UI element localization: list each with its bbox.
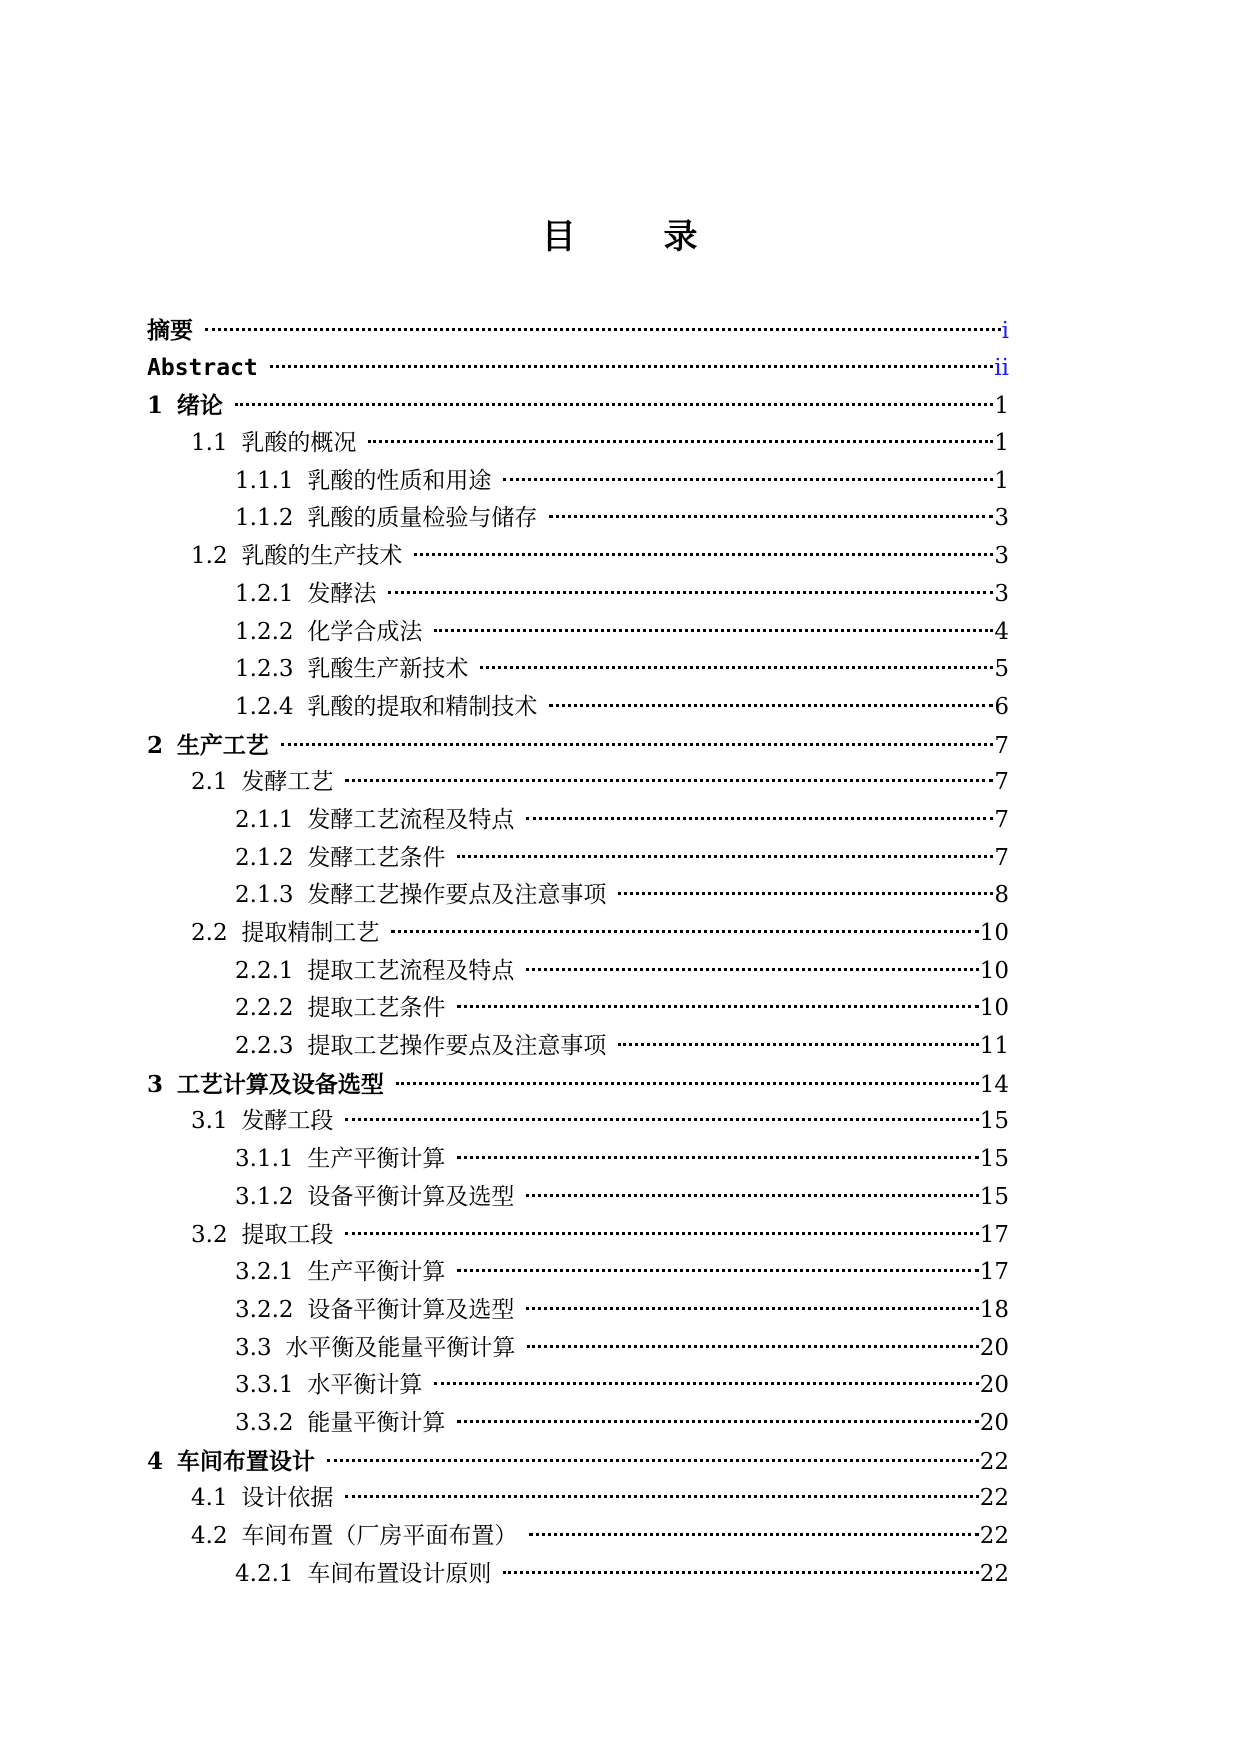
toc-dot-leader xyxy=(457,1420,978,1423)
toc-entry[interactable] xyxy=(147,350,1009,388)
toc-dot-leader xyxy=(368,440,993,443)
toc-page-number: 22 xyxy=(979,1523,1009,1549)
toc-entry[interactable] xyxy=(147,576,1009,614)
toc-entry[interactable] xyxy=(147,614,1009,652)
toc-page-number: 17 xyxy=(979,1259,1009,1286)
toc-page-number: 7 xyxy=(994,769,1009,796)
toc-entry-label: 乳酸的生产技术 xyxy=(241,543,403,570)
toc-page-number[interactable]: ii xyxy=(994,354,1009,381)
toc-entry-number: 3.1.2 xyxy=(235,1183,294,1210)
toc-entry[interactable] xyxy=(147,1066,1009,1104)
toc-dot-leader xyxy=(503,478,993,481)
toc-dot-leader xyxy=(457,855,993,858)
toc-entry-number: 3.3 xyxy=(235,1334,272,1361)
toc-entry[interactable] xyxy=(147,1179,1009,1217)
toc-entry[interactable] xyxy=(147,425,1009,463)
toc-page-number: 5 xyxy=(994,656,1009,683)
toc-entry-label: 生产平衡计算 xyxy=(307,1146,446,1173)
toc-dot-leader xyxy=(457,1269,978,1272)
toc-entry-number: 3.1 xyxy=(191,1108,228,1135)
toc-entry[interactable] xyxy=(147,538,1009,576)
toc-entry-label: 发酵工艺条件 xyxy=(307,844,446,871)
toc-page-number: 10 xyxy=(979,920,1009,946)
toc-entry-label: 车间布置设计 xyxy=(176,1447,315,1475)
toc-dot-leader xyxy=(270,365,994,368)
toc-dot-leader xyxy=(345,1118,978,1121)
toc-page-number: 1 xyxy=(994,393,1009,420)
toc-entry[interactable] xyxy=(147,1367,1009,1405)
toc-entry-label: 提取工段 xyxy=(241,1221,334,1248)
toc-entry-number: 4.1 xyxy=(191,1485,228,1512)
toc-page-number: 7 xyxy=(994,844,1009,871)
toc-page-number: 3 xyxy=(994,580,1009,607)
toc-entry-label: 生产工艺 xyxy=(176,731,269,759)
toc-entry-label: 乳酸的质量检验与储存 xyxy=(307,505,538,532)
toc-dot-leader xyxy=(396,1082,979,1085)
toc-entry-number: 4.2 xyxy=(191,1523,228,1549)
toc-entry-number: 1.2 xyxy=(191,543,228,570)
toc-entry-label: 车间布置（厂房平面布置） xyxy=(241,1523,518,1549)
table-of-contents xyxy=(147,312,1009,1593)
toc-entry-number: 1.2.4 xyxy=(235,693,294,720)
toc-page-number: 20 xyxy=(979,1409,1009,1436)
toc-entry-number: 2.2 xyxy=(191,920,228,946)
title-char-right: 录 xyxy=(663,216,700,257)
toc-entry-label: 设计依据 xyxy=(241,1485,334,1512)
toc-entry-label: 绪论 xyxy=(176,392,223,420)
toc-entry-label: 发酵工艺操作要点及注意事项 xyxy=(307,882,607,909)
toc-page-number: 10 xyxy=(979,995,1009,1022)
toc-entry-number: 2.2.3 xyxy=(235,1033,294,1060)
toc-entry[interactable] xyxy=(147,387,1009,425)
toc-dot-leader xyxy=(618,892,993,895)
toc-entry[interactable] xyxy=(147,1103,1009,1141)
toc-dot-leader xyxy=(434,629,993,632)
toc-entry-label: 乳酸生产新技术 xyxy=(307,656,469,683)
toc-page-number: 15 xyxy=(979,1183,1009,1210)
toc-page-number: 7 xyxy=(994,806,1009,833)
toc-entry[interactable] xyxy=(147,500,1009,538)
toc-page-number[interactable]: i xyxy=(1001,318,1009,344)
toc-entry[interactable] xyxy=(147,953,1009,991)
toc-entry-number: 3.1.1 xyxy=(235,1146,294,1173)
toc-entry[interactable] xyxy=(147,1217,1009,1255)
toc-entry-label: 提取精制工艺 xyxy=(241,920,380,946)
toc-page-number: 3 xyxy=(994,543,1009,570)
toc-entry-number: 2.1.3 xyxy=(235,882,294,909)
toc-page-number: 4 xyxy=(994,618,1009,645)
toc-page-number: 10 xyxy=(979,957,1009,984)
toc-entry-label: 乳酸的提取和精制技术 xyxy=(307,693,538,720)
toc-entry-number: 2.2.1 xyxy=(235,957,294,984)
toc-entry-number: 3.2 xyxy=(191,1221,228,1248)
toc-dot-leader xyxy=(529,1533,978,1536)
toc-dot-leader xyxy=(457,1156,978,1159)
toc-entry-label: 发酵法 xyxy=(307,580,377,607)
toc-entry-number: 3.2.2 xyxy=(235,1296,294,1323)
toc-page-number: 15 xyxy=(979,1108,1009,1135)
toc-entry[interactable] xyxy=(147,312,1009,350)
toc-entry[interactable] xyxy=(147,689,1009,727)
toc-entry-number: 4.2.1 xyxy=(235,1560,294,1587)
toc-dot-leader xyxy=(480,666,993,669)
toc-page-number: 22 xyxy=(979,1485,1009,1512)
toc-entry[interactable] xyxy=(147,1028,1009,1066)
toc-dot-leader xyxy=(327,1459,979,1462)
toc-entry-label: 乳酸的概况 xyxy=(241,430,357,457)
toc-entry[interactable] xyxy=(147,1141,1009,1179)
toc-entry[interactable] xyxy=(147,1292,1009,1330)
toc-entry[interactable] xyxy=(147,840,1009,878)
toc-entry[interactable] xyxy=(147,463,1009,501)
toc-entry-number: 2.1.2 xyxy=(235,844,294,871)
toc-entry-number: 2 xyxy=(147,731,164,759)
toc-page-number: 20 xyxy=(979,1334,1009,1361)
toc-dot-leader xyxy=(391,930,978,933)
toc-entry-number: 1 xyxy=(147,392,164,420)
toc-entry[interactable] xyxy=(147,1556,1009,1594)
toc-entry[interactable] xyxy=(147,727,1009,765)
toc-entry-label: 发酵工艺流程及特点 xyxy=(307,806,515,833)
toc-dot-leader xyxy=(618,1043,978,1046)
toc-page-number: 6 xyxy=(994,693,1009,720)
toc-dot-leader xyxy=(434,1382,978,1385)
toc-entry-number: 2.2.2 xyxy=(235,995,294,1022)
toc-dot-leader xyxy=(345,1232,978,1235)
page-title xyxy=(0,209,1241,258)
toc-entry-label: 工艺计算及设备选型 xyxy=(176,1070,384,1098)
toc-entry-number: 4 xyxy=(147,1447,164,1475)
toc-entry-label: 设备平衡计算及选型 xyxy=(307,1183,515,1210)
toc-entry[interactable] xyxy=(147,877,1009,915)
toc-dot-leader xyxy=(503,1571,978,1574)
toc-entry[interactable] xyxy=(147,802,1009,840)
toc-entry[interactable] xyxy=(147,915,1009,953)
toc-page-number: 22 xyxy=(979,1448,1009,1475)
toc-entry[interactable] xyxy=(147,1480,1009,1518)
toc-entry-label: 发酵工段 xyxy=(241,1108,334,1135)
toc-dot-leader xyxy=(235,403,994,406)
toc-page-number: 1 xyxy=(994,467,1009,494)
toc-entry-label: 提取工艺流程及特点 xyxy=(307,957,515,984)
toc-dot-leader xyxy=(527,1345,978,1348)
toc-entry-number: 1.2.3 xyxy=(235,656,294,683)
toc-entry-label: 提取工艺操作要点及注意事项 xyxy=(307,1033,607,1060)
toc-dot-leader xyxy=(549,704,993,707)
toc-entry-label: 车间布置设计原则 xyxy=(307,1560,492,1587)
toc-page-number: 14 xyxy=(979,1071,1009,1098)
toc-entry-number: 1.2.1 xyxy=(235,580,294,607)
toc-entry[interactable] xyxy=(147,1518,1009,1556)
toc-entry[interactable] xyxy=(147,764,1009,802)
toc-entry-label: Abstract xyxy=(147,354,258,381)
toc-dot-leader xyxy=(526,817,993,820)
toc-entry-label: 摘要 xyxy=(147,317,193,344)
toc-entry-label: 设备平衡计算及选型 xyxy=(307,1296,515,1323)
toc-dot-leader xyxy=(205,328,1001,331)
toc-entry-number: 3.2.1 xyxy=(235,1259,294,1286)
toc-entry-label: 能量平衡计算 xyxy=(307,1409,446,1436)
toc-entry-label: 乳酸的性质和用途 xyxy=(307,467,492,494)
toc-entry-number: 2.1.1 xyxy=(235,806,294,833)
toc-entry-label: 水平衡计算 xyxy=(307,1372,423,1399)
toc-page-number: 22 xyxy=(979,1560,1009,1587)
toc-entry[interactable] xyxy=(147,651,1009,689)
toc-entry-label: 化学合成法 xyxy=(307,618,423,645)
toc-entry-number: 3.3.1 xyxy=(235,1372,294,1399)
toc-entry-number: 2.1 xyxy=(191,769,228,796)
toc-dot-leader xyxy=(457,1005,978,1008)
toc-entry-label: 发酵工艺 xyxy=(241,769,334,796)
toc-page-number: 8 xyxy=(994,882,1009,909)
toc-page-number: 11 xyxy=(979,1033,1009,1060)
title-char-left: 目 xyxy=(541,216,578,257)
toc-entry-number: 1.1.2 xyxy=(235,505,294,532)
toc-dot-leader xyxy=(388,591,993,594)
toc-dot-leader xyxy=(281,743,994,746)
toc-dot-leader xyxy=(414,553,993,556)
toc-entry[interactable] xyxy=(147,1254,1009,1292)
toc-entry[interactable] xyxy=(147,1330,1009,1368)
toc-page-number: 7 xyxy=(994,732,1009,759)
toc-entry-label: 提取工艺条件 xyxy=(307,995,446,1022)
toc-dot-leader xyxy=(345,1495,978,1498)
toc-entry-number: 1.1 xyxy=(191,430,228,457)
toc-dot-leader xyxy=(526,968,978,971)
toc-entry[interactable] xyxy=(147,1405,1009,1443)
toc-entry-number: 3 xyxy=(147,1070,164,1098)
toc-page-number: 20 xyxy=(979,1372,1009,1399)
toc-dot-leader xyxy=(526,1307,978,1310)
toc-entry-number: 3.3.2 xyxy=(235,1409,294,1436)
toc-page-number: 3 xyxy=(994,505,1009,532)
toc-page-number: 17 xyxy=(979,1221,1009,1248)
toc-entry-number: 1.1.1 xyxy=(235,467,294,494)
toc-page-number: 1 xyxy=(994,430,1009,457)
toc-entry[interactable] xyxy=(147,1443,1009,1481)
toc-entry-label: 水平衡及能量平衡计算 xyxy=(285,1334,516,1361)
toc-page-number: 15 xyxy=(979,1146,1009,1173)
toc-dot-leader xyxy=(526,1194,978,1197)
toc-entry[interactable] xyxy=(147,990,1009,1028)
toc-dot-leader xyxy=(549,515,993,518)
toc-entry-label: 生产平衡计算 xyxy=(307,1259,446,1286)
toc-entry-number: 1.2.2 xyxy=(235,618,294,645)
toc-page-number: 18 xyxy=(979,1296,1009,1323)
toc-dot-leader xyxy=(345,779,993,782)
